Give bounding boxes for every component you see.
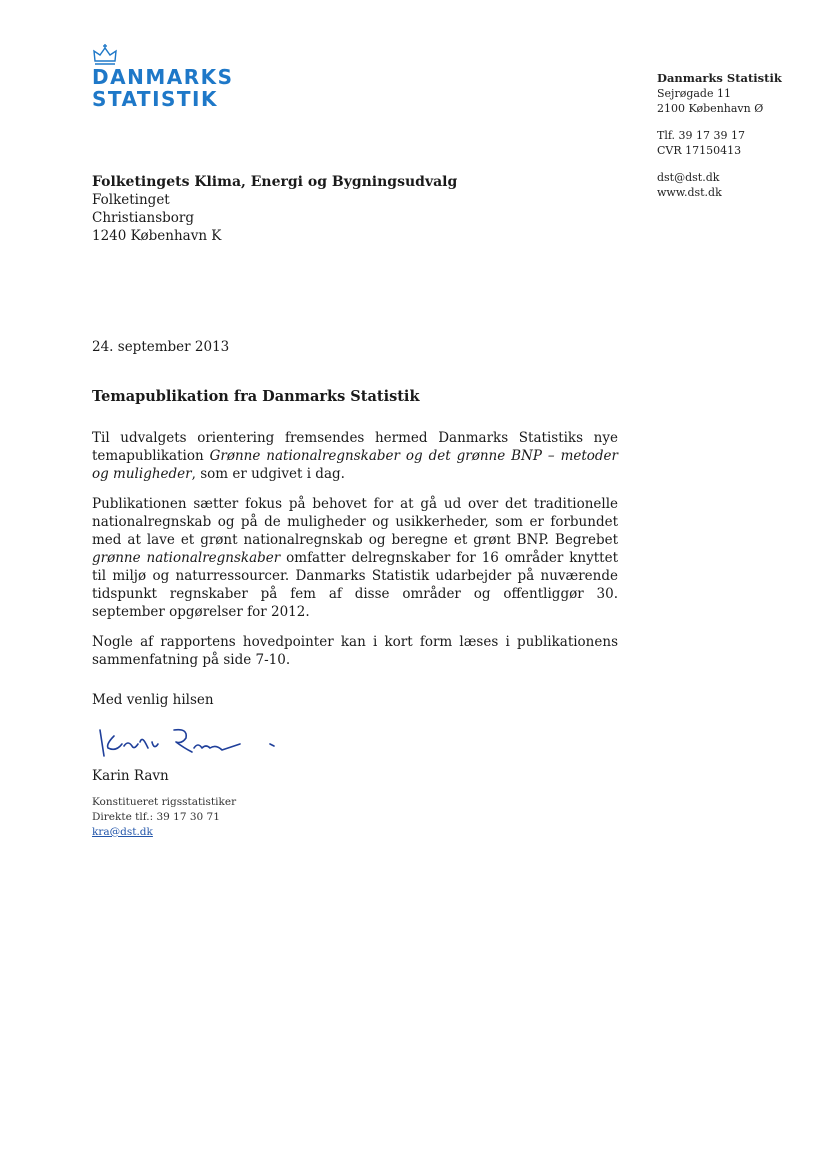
sender-street: Sejrøgade 11 <box>657 87 731 100</box>
logo-text-line2: STATISTIK <box>92 87 218 111</box>
closing-greeting: Med venlig hilsen <box>92 692 214 708</box>
letter-date: 24. september 2013 <box>92 339 230 355</box>
sender-email[interactable]: dst@dst.dk <box>657 171 720 184</box>
sender-block <box>657 71 817 200</box>
logo <box>92 44 232 110</box>
sender-name: Danmarks Statistik <box>657 71 782 85</box>
logo-text-line1: DANMARKS <box>92 65 234 89</box>
signer-phone: Direkte tlf.: 39 17 30 71 <box>92 811 220 823</box>
sender-cvr: CVR 17150413 <box>657 144 742 157</box>
letter-subject: Temapublikation fra Danmarks Statistik <box>92 388 420 405</box>
sender-web[interactable]: www.dst.dk <box>657 186 722 199</box>
signer-title: Konstitueret rigsstatistiker <box>92 796 237 808</box>
recipient-address <box>92 173 512 245</box>
recipient-line: Christiansborg <box>92 210 195 226</box>
sender-phone: Tlf. 39 17 39 17 <box>657 129 746 142</box>
crown-icon <box>92 44 118 66</box>
sender-city: 2100 København Ø <box>657 102 764 115</box>
recipient-line: 1240 København K <box>92 228 222 244</box>
signer-name: Karin Ravn <box>92 768 169 784</box>
body-paragraph: Nogle af rapportens hovedpointer kan i kort form læses i publikationens sammenfatning på side 7-10. <box>92 634 618 668</box>
letter-body <box>92 429 618 681</box>
signer-details <box>92 795 236 840</box>
body-paragraph: Til udvalgets orientering fremsendes hermed Danmarks Statistiks nye temapublikation Grønne nationalregnskaber og det grønne BNP – metoder og muligheder, som er udgivet i dag. <box>92 430 618 482</box>
recipient-line: Folketinget <box>92 192 170 208</box>
handwritten-signature <box>92 722 292 762</box>
signer-email-link[interactable]: kra@dst.dk <box>92 826 153 838</box>
body-paragraph: Publikationen sætter fokus på behovet for at gå ud over det traditionelle nationalregnskab og på de muligheder og usikkerheder, som er forbundet med at lave et grønt nationalregnskab og beregne et grønt BNP. Begrebet grønne nationalregnskaber omfatter delregnskaber for 16 områder knyttet til miljø og naturressourcer. Danmarks Statistik udarbejder på nuværende tidspunkt regnskaber på fem af disse områder og offentliggør 30. september opgørelser for 2012. <box>92 496 618 620</box>
recipient-org: Folketingets Klima, Energi og Bygningsudvalg <box>92 174 458 190</box>
